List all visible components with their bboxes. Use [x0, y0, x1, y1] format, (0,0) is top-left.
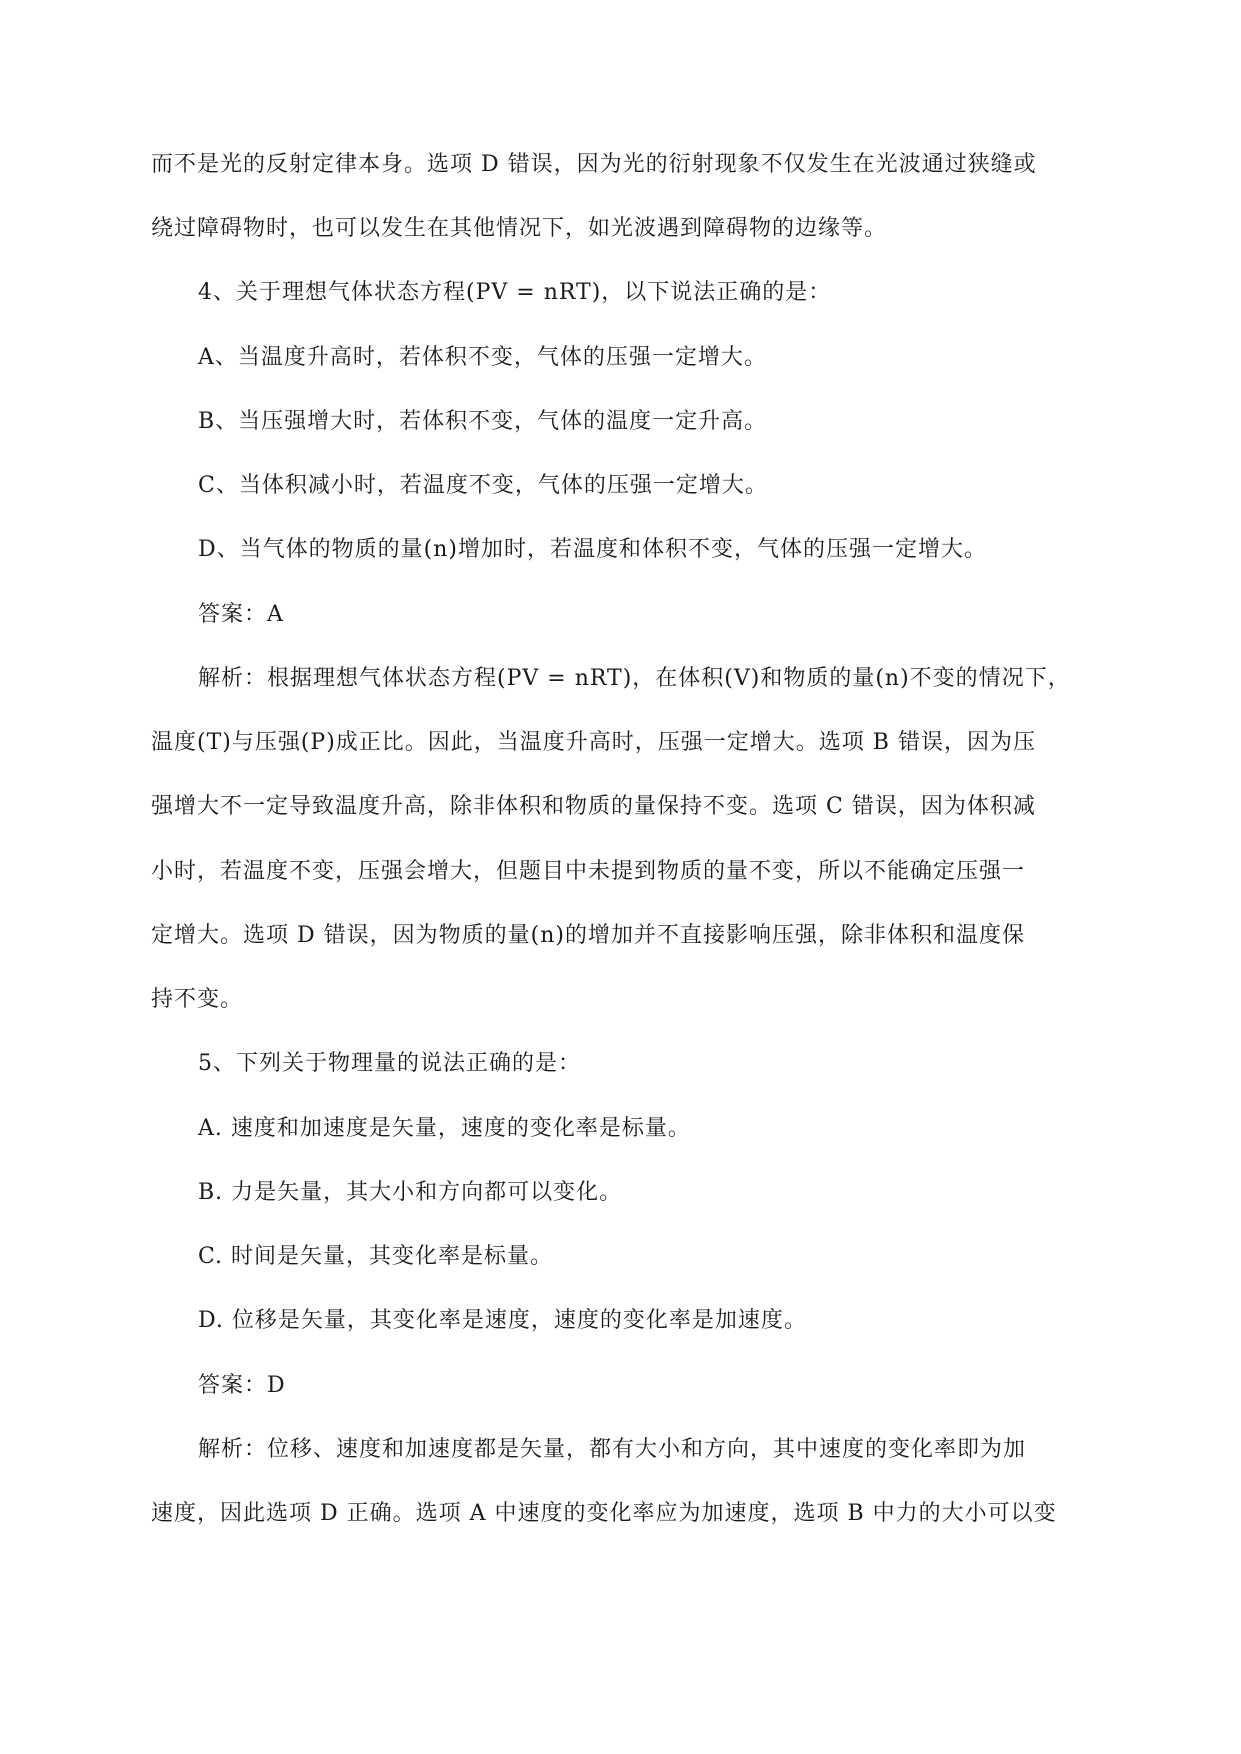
text-line: 速度，因此选项 D 正确。选项 A 中速度的变化率应为加速度，选项 B 中力的大小可以变 — [151, 1501, 1057, 1526]
question-5-option-d: D. 位移是矢量，其变化率是速度，速度的变化率是加速度。 — [198, 1308, 807, 1333]
question-5-title: 5、下列关于物理量的说法正确的是： — [198, 1051, 581, 1076]
text-line: 强增大不一定导致温度升高，除非体积和物质的量保持不变。选项 C 错误，因为体积减 — [151, 794, 1036, 819]
question-4-option-a: A、当温度升高时，若体积不变，气体的压强一定增大。 — [198, 345, 767, 370]
text-line: 定增大。选项 D 错误，因为物质的量(n)的增加并不直接影响压强，除非体积和温度保 — [151, 923, 1025, 948]
text-line: 小时，若温度不变，压强会增大，但题目中未提到物质的量不变，所以不能确定压强一 — [151, 859, 1026, 884]
question-4-option-b: B、当压强增大时，若体积不变，气体的温度一定升高。 — [198, 409, 768, 434]
question-5-explanation: 解析：位移、速度和加速度都是矢量，都有大小和方向，其中速度的变化率即为加 — [198, 1437, 1027, 1462]
text-line: 绕过障碍物时，也可以发生在其他情况下，如光波遇到障碍物的边缘等。 — [151, 216, 888, 241]
question-4-title: 4、关于理想气体状态方程(PV = nRT)，以下说法正确的是： — [198, 280, 832, 305]
question-4-explanation: 解析：根据理想气体状态方程(PV = nRT)，在体积(V)和物质的量(n)不变的情况下， — [198, 666, 1071, 691]
question-5-answer: 答案：D — [198, 1373, 286, 1398]
text-line: 持不变。 — [151, 987, 244, 1012]
question-4-answer: 答案：A — [198, 602, 284, 627]
question-4-option-d: D、当气体的物质的量(n)增加时，若温度和体积不变，气体的压强一定增大。 — [198, 537, 987, 562]
question-4-option-c: C、当体积减小时，若温度不变，气体的压强一定增大。 — [198, 473, 768, 498]
question-5-option-b: B. 力是矢量，其大小和方向都可以变化。 — [198, 1180, 623, 1205]
question-5-option-c: C. 时间是矢量，其变化率是标量。 — [198, 1244, 554, 1269]
text-line: 温度(T)与压强(P)成正比。因此，当温度升高时，压强一定增大。选项 B 错误，因为压 — [151, 730, 1036, 755]
text-line: 而不是光的反射定律本身。选项 D 错误，因为光的衍射现象不仅发生在光波通过狭缝或 — [151, 152, 1037, 177]
question-5-option-a: A. 速度和加速度是矢量，速度的变化率是标量。 — [198, 1116, 691, 1141]
